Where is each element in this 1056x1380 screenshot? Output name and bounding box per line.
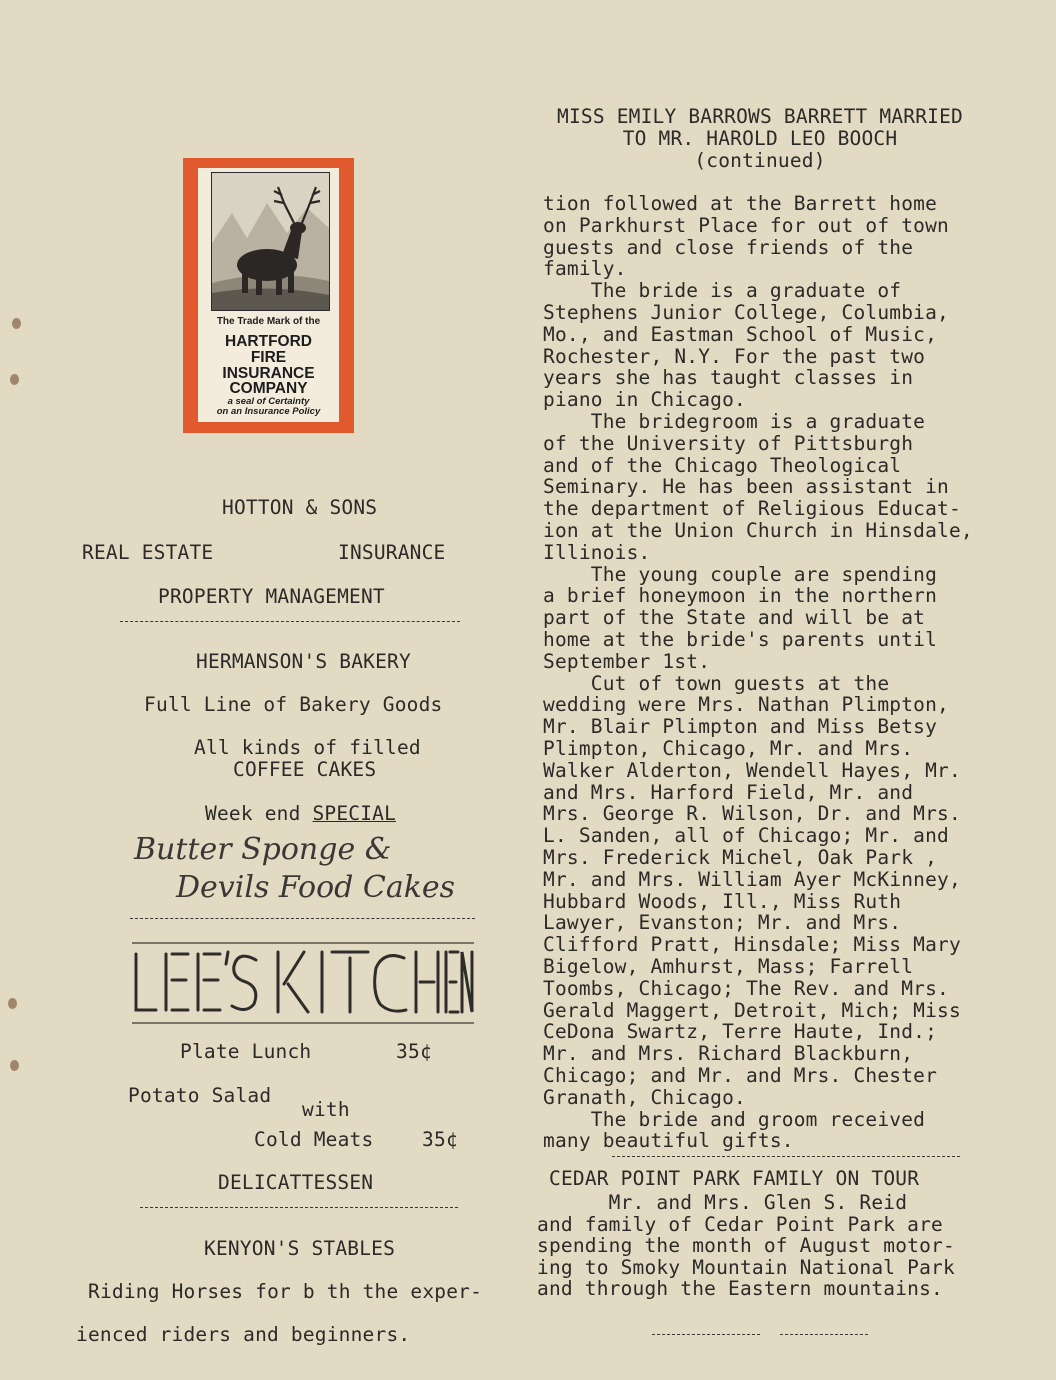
kenyon-line: ienced riders and beginners. [76,1323,411,1346]
article-line: Bigelow, Amhurst, Mass; Farrell [543,955,914,978]
article-line: the department of Religious Educat- [543,497,961,521]
cold-meats: Cold Meats [254,1128,374,1151]
divider [120,621,460,622]
article-line: Cut of town guests at the [543,671,890,695]
cold-meats-price: 35¢ [422,1128,458,1151]
article-line: CeDona Swartz, Terre Haute, Ind.; [543,1020,938,1044]
article-line: piano in Chicago. [543,388,746,412]
article-headline: (continued) [694,149,826,172]
article-line: Toombs, Chicago; The Rev. and Mrs. [543,976,949,1000]
bakery-line: All kinds of filled [194,736,421,759]
article-line: Illinois. [543,540,651,564]
hartford-stamp [183,158,354,433]
article-line: many beautiful gifts. [543,1129,794,1153]
bakery-special-line [205,803,396,825]
stamp-company-line: COMPANY [229,380,308,397]
article-line: years she has taught classes in [543,366,914,390]
article-line: Stephens Junior College, Columbia, [543,301,949,324]
stamp-tagline [198,397,339,417]
article-line: part of the State and will be at [543,606,926,630]
article-line: The bride and groom received [543,1107,926,1131]
article-line: Mr. Blair Plimpton and Miss Betsy [543,715,938,739]
cedar-line: and family of Cedar Point Park are [537,1212,943,1236]
divider [780,1334,868,1335]
article-line: Clifford Pratt, Hinsdale; Miss Mary [543,933,961,957]
article-line: guests and close friends of the [543,235,914,259]
lees-kitchen-logo [128,940,478,1026]
article-line: and of the Chicago Theological [543,453,902,477]
stamp-company-line: INSURANCE [222,365,315,382]
handwritten-special: Devils Food Cakes [176,870,456,905]
cedar-line: and through the Eastern mountains. [537,1277,943,1301]
article-line: Mrs. George R. Wilson, Dr. and Mrs. [543,802,961,826]
article-line: Gerald Maggert, Detroit, Mich; Miss [543,998,961,1022]
punch-hole-mark [10,1060,19,1071]
article-line: on Parkhurst Place for out of town [543,213,949,237]
bakery-line: Full Line of Bakery Goods [144,693,443,716]
divider [130,918,475,919]
article-line: Hubbard Woods, Ill., Miss Ruth [543,889,902,913]
cedar-title: CEDAR POINT PARK FAMILY ON TOUR [549,1167,920,1190]
special-prefix: Week end [205,802,313,825]
article-line: and Mrs. Harford Field, Mr. and [543,780,914,804]
article-line: Mrs. Frederick Michel, Oak Park , [543,846,938,869]
article-line: L. Sanden, all of Chicago; Mr. and [543,824,949,848]
stamp-trade-mark-line: The Trade Mark of the [216,316,321,327]
plate-lunch-price: 35¢ [396,1040,432,1063]
punch-hole-mark [12,318,21,329]
plate-lunch: Plate Lunch [180,1040,312,1063]
potato-salad: Potato Salad [128,1084,272,1107]
article-line: September 1st. [543,649,711,673]
special-word: SPECIAL [312,802,397,825]
with-text: with [302,1098,350,1121]
cedar-line: spending the month of August motor- [537,1234,955,1258]
article-line: home at the bride's parents until [543,628,938,651]
stamp-company-line: HARTFORD [225,333,312,350]
hotton-insurance: INSURANCE [338,541,446,564]
handwritten-special: Butter Sponge & [134,832,392,867]
article-line: Chicago; and Mr. and Mrs. Chester [543,1064,938,1087]
article-line: The bride is a graduate of [543,279,902,303]
kenyon-title: KENYON'S STABLES [204,1237,396,1260]
article-line: Mr. and Mrs. Richard Blackburn, [543,1042,914,1066]
article-line: Walker Alderton, Wendell Hayes, Mr. [543,758,961,782]
punch-hole-mark [10,374,19,385]
cedar-line: Mr. and Mrs. Glen S. Reid [537,1191,908,1214]
punch-hole-mark [8,998,17,1009]
stamp-tagline-line: on an Insurance Policy [216,406,321,417]
article-line: Lawyer, Evanston; Mr. and Mrs. [543,911,902,935]
divider [652,1334,760,1335]
stag-illustration [211,172,330,311]
article-line: wedding were Mrs. Nathan Plimpton, [543,693,949,717]
hotton-property: PROPERTY MANAGEMENT [158,585,385,608]
delicatessen: DELICATTESSEN [218,1171,374,1194]
bakery-title: HERMANSON'S BAKERY [196,650,411,673]
article-line: Granath, Chicago. [543,1085,746,1109]
hotton-title: HOTTON & SONS [222,496,378,519]
article-line: Plimpton, Chicago, Mr. and Mrs. [543,737,914,760]
article-line: The bridegroom is a graduate [543,410,926,433]
article-line: a brief honeymoon in the northern [543,584,938,608]
article-line: tion followed at the Barrett home [543,192,938,215]
article-line: Rochester, N.Y. For the past two [543,344,926,368]
article-line: of the University of Pittsburgh [543,431,914,455]
cedar-line: ing to Smoky Mountain National Park [537,1255,955,1279]
hotton-real-estate: REAL ESTATE [82,541,214,564]
article-line: family. [543,257,627,281]
article-headline: MISS EMILY BARROWS BARRETT MARRIED [557,105,963,128]
article-line: Mo., and Eastman School of Music, [543,322,938,346]
divider [140,1207,458,1208]
article-line: The young couple are spending [543,562,938,586]
stamp-tagline-line: a seal of Certainty [227,396,310,407]
article-line: Mr. and Mrs. William Ayer McKinney, [543,867,961,891]
article-line: ion at the Union Church in Hinsdale, [543,519,973,542]
article-headline: TO MR. HAROLD LEO BOOCH [622,127,898,150]
article-line: Seminary. He has been assistant in [543,475,949,499]
divider [612,1156,960,1157]
kenyon-line: Riding Horses for b th the exper- [88,1280,483,1303]
bakery-line: COFFEE CAKES [233,758,377,781]
stamp-company-line: FIRE [250,349,287,366]
